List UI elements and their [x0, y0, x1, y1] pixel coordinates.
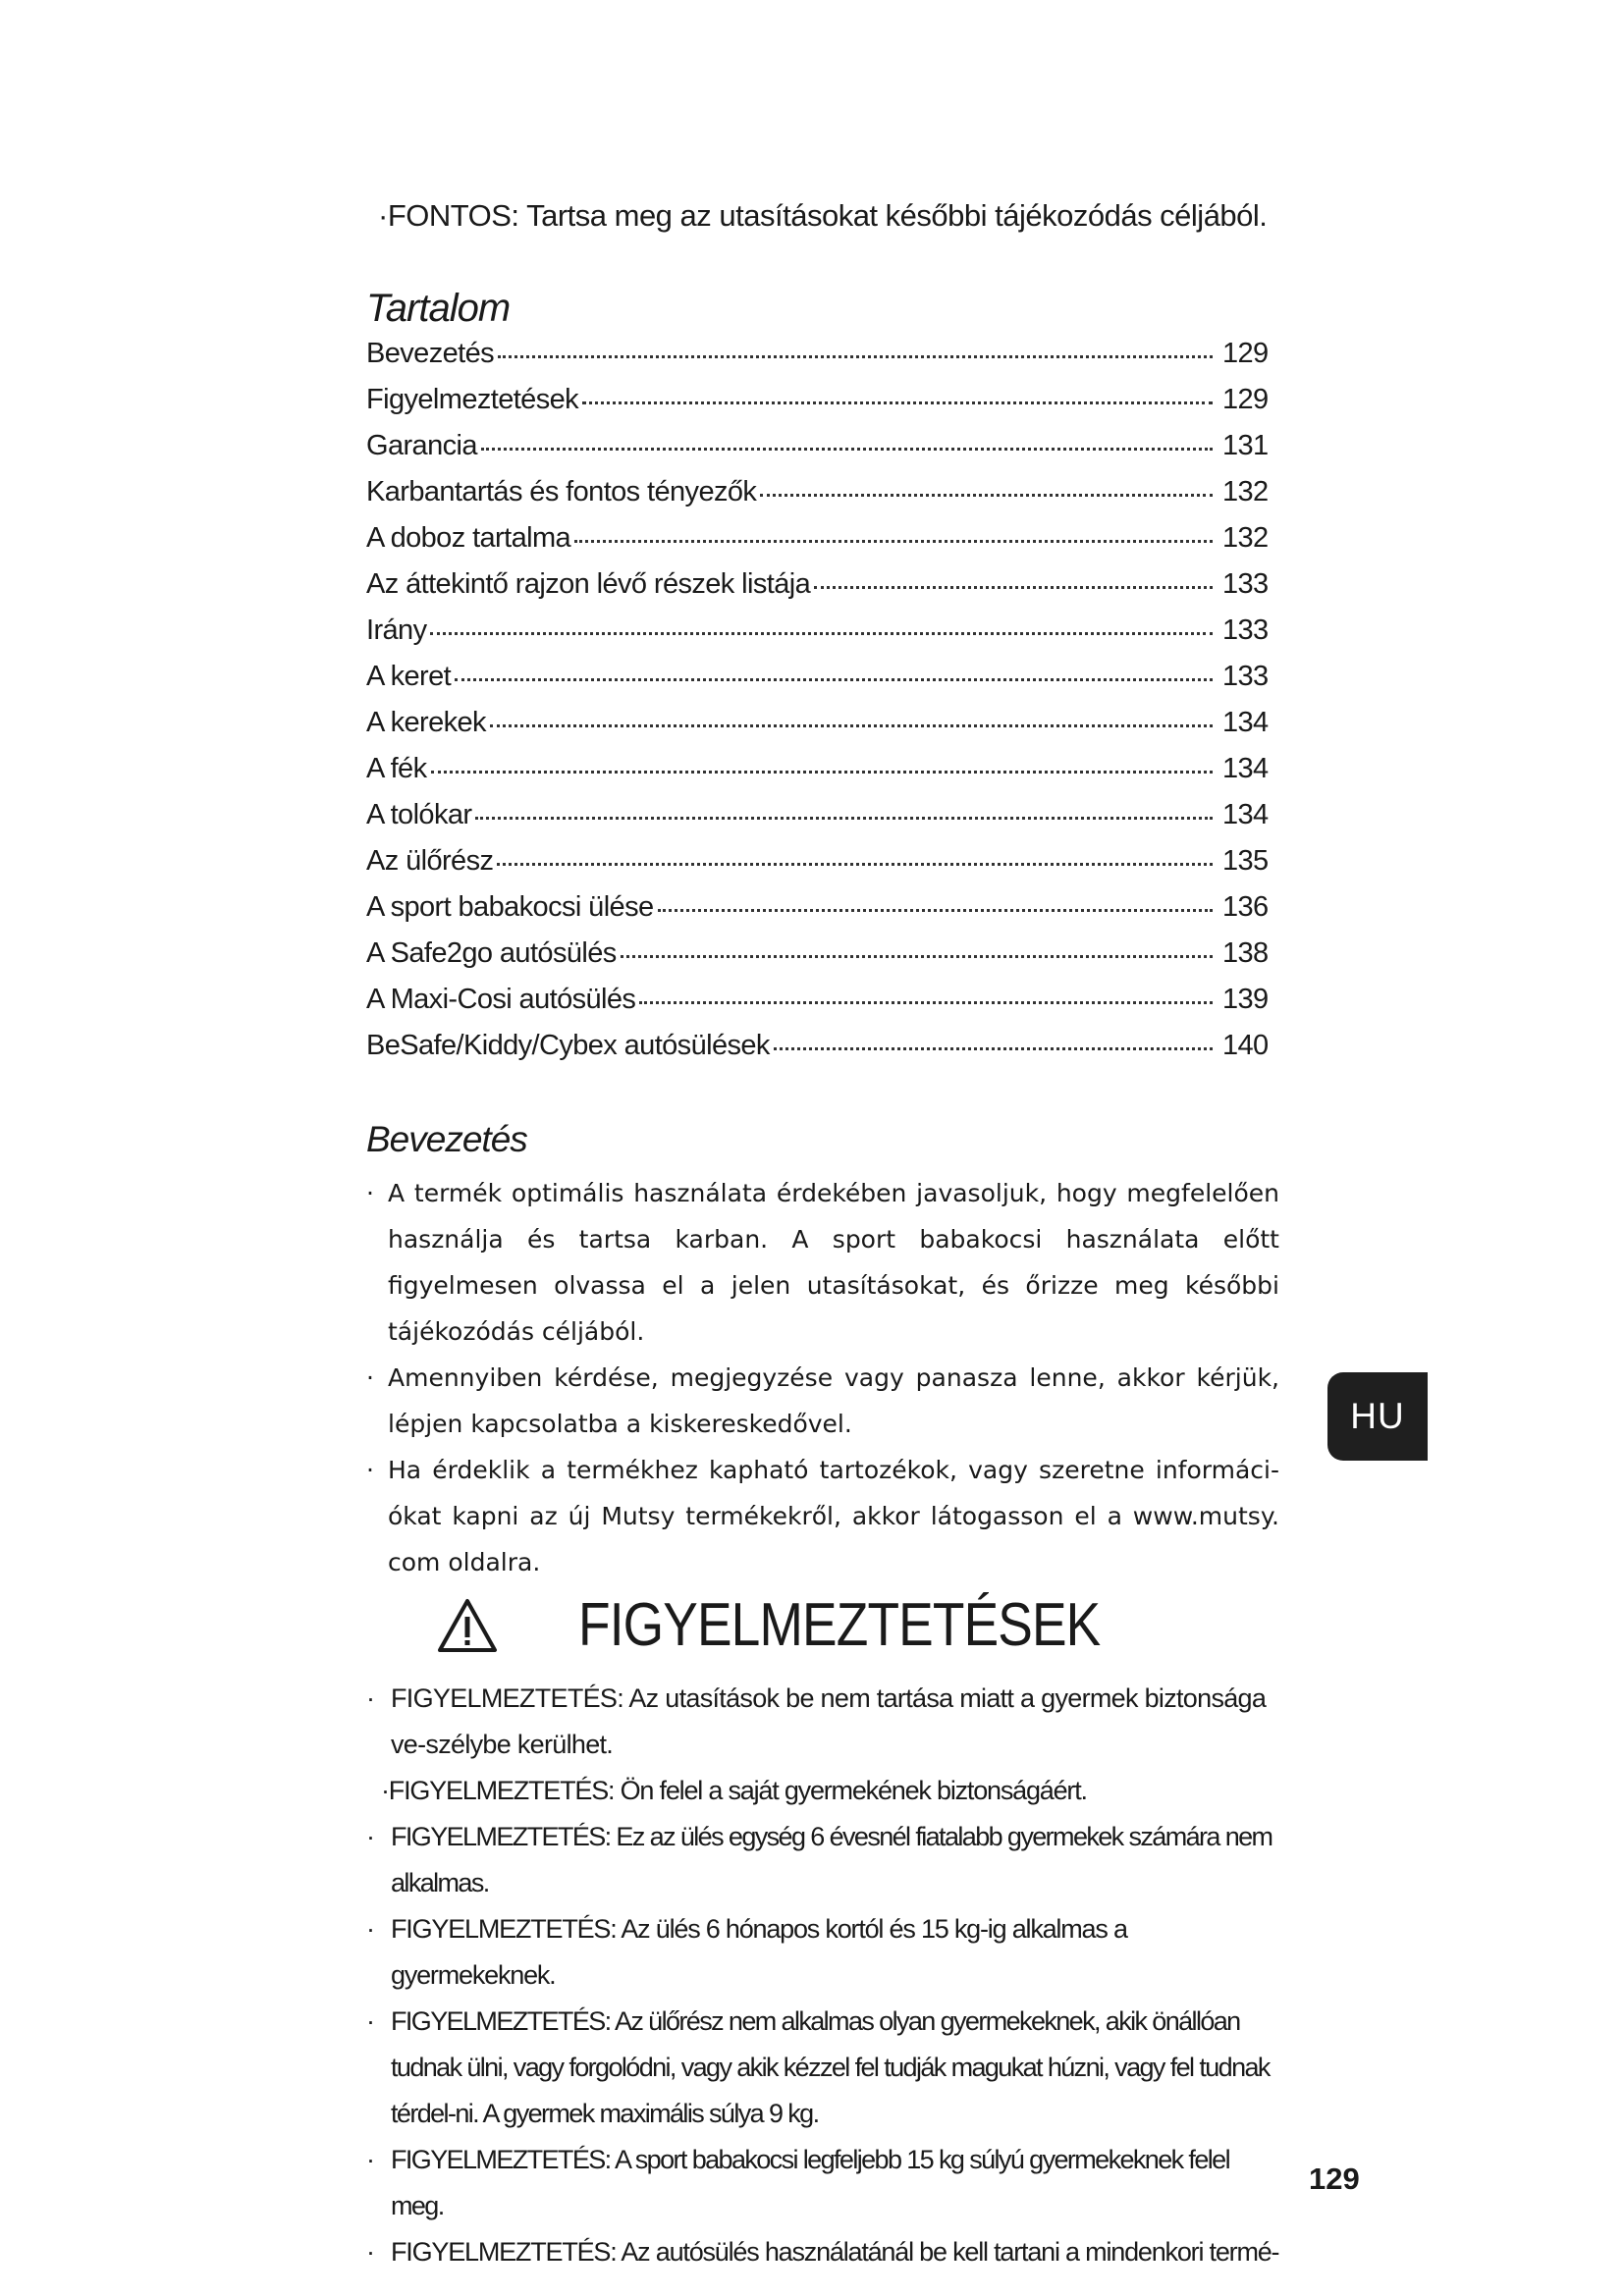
intro-list	[366, 1170, 1279, 1585]
toc-leader-dots	[498, 355, 1213, 358]
toc-entry	[366, 984, 1269, 1030]
toc-leader-dots	[621, 955, 1213, 958]
bullet: ·	[366, 1179, 374, 1207]
toc-entry-label: A Safe2go autósülés	[366, 937, 617, 969]
bullet: ·	[366, 2237, 374, 2267]
toc-entry-page: 134	[1222, 753, 1269, 784]
warning-text: FIGYELMEZTETÉS: Az utasítások be nem tartása miatt a gyermek biztonsága ve-szélybe kerülhet.	[391, 1683, 1267, 1759]
toc-entry-page: 139	[1222, 984, 1269, 1015]
important-note: ·FONTOS: Tartsa meg az utasításokat későbbi tájékozódás céljából.	[378, 198, 1268, 233]
warnings-title: FIGYELMEZTETÉSEK	[578, 1591, 1101, 1659]
bullet: ·	[366, 1683, 375, 1713]
toc-entry	[366, 799, 1269, 845]
toc-entry	[366, 891, 1269, 937]
intro-title: Bevezetés	[366, 1119, 527, 1159]
bullet: ·	[366, 1914, 374, 1944]
toc-entry-label: A fék	[366, 753, 427, 784]
toc-entry	[366, 753, 1269, 799]
toc-leader-dots	[774, 1047, 1213, 1050]
warning-triangle-icon	[437, 1598, 498, 1653]
toc-entry-label: A tolókar	[366, 799, 472, 830]
toc-entry-label: Karbantartás és fontos tényezők	[366, 476, 757, 507]
toc-entry-page: 135	[1222, 845, 1269, 877]
toc-entry	[366, 614, 1269, 661]
toc-entry	[366, 707, 1269, 753]
intro-item	[366, 1355, 1279, 1447]
warning-text: FIGYELMEZTETÉS: Az ülőrész nem alkalmas olyan gyermekeknek, akik önállóan tudnak ülni, vagy forgolódni, vagy akik kézzel fel tudják magukat húzni, vagy fel tudnak térdel-ni. A gyermek maximális súlya 9 kg.	[391, 2006, 1270, 2128]
toc-leader-dots	[639, 1001, 1213, 1004]
warning-item	[366, 1814, 1279, 1906]
toc-entry-page: 129	[1222, 338, 1269, 369]
toc-entry-page: 132	[1222, 522, 1269, 554]
toc-entry-page: 134	[1222, 707, 1269, 738]
toc-entry	[366, 1030, 1269, 1076]
toc-entry-label: Figyelmeztetések	[366, 384, 579, 415]
toc-leader-dots	[431, 771, 1214, 774]
toc-entry-page: 134	[1222, 799, 1269, 830]
toc-entry-page: 140	[1222, 1030, 1269, 1061]
toc-entry-page: 133	[1222, 614, 1269, 646]
toc-entry-page: 136	[1222, 891, 1269, 923]
warning-item	[366, 1999, 1279, 2137]
toc-leader-dots	[582, 401, 1213, 404]
toc-entry-page: 138	[1222, 937, 1269, 969]
toc-leader-dots	[430, 632, 1213, 635]
warning-item	[366, 2229, 1279, 2275]
toc-leader-dots	[497, 863, 1213, 866]
toc-entry	[366, 937, 1269, 984]
toc-entry-label: A sport babakocsi ülése	[366, 891, 654, 923]
toc-entry-page: 133	[1222, 661, 1269, 692]
toc-leader-dots	[658, 909, 1214, 912]
bullet: ·	[366, 1456, 374, 1484]
warning-text: FIGYELMEZTETÉS: Az ülés 6 hónapos kortól és 15 kg-ig alkalmas a gyermekeknek.	[391, 1914, 1127, 1990]
toc-entry-label: Az áttekintő rajzon lévő részek listája	[366, 568, 811, 600]
toc-entry-page: 129	[1222, 384, 1269, 415]
toc-title: Tartalom	[366, 287, 511, 330]
toc-entry	[366, 384, 1269, 430]
toc-leader-dots	[490, 724, 1213, 727]
warning-item	[366, 2137, 1279, 2229]
toc-entry	[366, 430, 1269, 476]
warning-text: ·FIGYELMEZTETÉS: Ön felel a saját gyermekének biztonságáért.	[381, 1776, 1087, 1805]
language-tab: HU	[1327, 1372, 1428, 1461]
toc-entry	[366, 522, 1269, 568]
intro-item	[366, 1447, 1279, 1585]
warning-text: FIGYELMEZTETÉS: Ez az ülés egység 6 évesnél fiatalabb gyermekek számára nem alkalmas.	[391, 1822, 1272, 1897]
bullet: ·	[366, 1363, 374, 1392]
toc-entry-page: 133	[1222, 568, 1269, 600]
intro-item-text: A termék optimális használata érdekében javasoljuk, hogy megfelelően használja és tartsa karban. A sport babakocsi használata előtt figyelmesen olvassa el a jelen utasításokat, és őrizze meg későbbi tájékozódás céljából.	[388, 1179, 1279, 1346]
toc-entry-page: 132	[1222, 476, 1269, 507]
bullet: ·	[366, 2006, 374, 2036]
toc-entry-page: 131	[1222, 430, 1269, 461]
toc-entry-label: Garancia	[366, 430, 477, 461]
toc-entry	[366, 661, 1269, 707]
warning-text: FIGYELMEZTETÉS: Az autósülés használatánál be kell tartani a mindenkori termé-	[391, 2237, 1279, 2267]
toc-leader-dots	[475, 817, 1213, 820]
page-number: 129	[1309, 2162, 1360, 2196]
toc-entry	[366, 568, 1269, 614]
toc-entry-label: A doboz tartalma	[366, 522, 571, 554]
table-of-contents	[366, 338, 1269, 1076]
toc-leader-dots	[574, 540, 1213, 543]
warnings-list	[366, 1676, 1279, 2275]
bullet: ·	[366, 1822, 374, 1851]
bullet: ·	[366, 2145, 374, 2174]
warning-item	[366, 1906, 1279, 1999]
toc-entry-label: Bevezetés	[366, 338, 495, 369]
toc-entry-label: BeSafe/Kiddy/Cybex autósülések	[366, 1030, 770, 1061]
toc-entry-label: A Maxi-Cosi autósülés	[366, 984, 636, 1015]
intro-item-text: Amennyiben kérdése, megjegyzése vagy panasza lenne, akkor kérjük, lépjen kapcsolatba a kiskereskedővel.	[388, 1363, 1279, 1438]
warning-item	[366, 1676, 1279, 1768]
intro-item	[366, 1170, 1279, 1355]
toc-leader-dots	[481, 448, 1213, 451]
toc-entry-label: A kerekek	[366, 707, 486, 738]
toc-leader-dots	[760, 494, 1213, 497]
toc-entry	[366, 845, 1269, 891]
toc-entry	[366, 476, 1269, 522]
warnings-header	[437, 1590, 1185, 1660]
toc-leader-dots	[814, 586, 1213, 589]
warning-item	[366, 1768, 1279, 1814]
warning-text: FIGYELMEZTETÉS: A sport babakocsi legfeljebb 15 kg súlyú gyermekeknek felel meg.	[391, 2145, 1229, 2220]
toc-entry-label: A keret	[366, 661, 452, 692]
toc-entry-label: Az ülőrész	[366, 845, 494, 877]
intro-item-text: Ha érdeklik a termékhez kapható tartozékok, vagy szeretne informáci-ókat kapni az új Mutsy termékekről, akkor látogasson el a www.mutsy. com oldalra.	[388, 1456, 1279, 1576]
toc-leader-dots	[455, 678, 1213, 681]
toc-entry	[366, 338, 1269, 384]
toc-entry-label: Irány	[366, 614, 427, 646]
